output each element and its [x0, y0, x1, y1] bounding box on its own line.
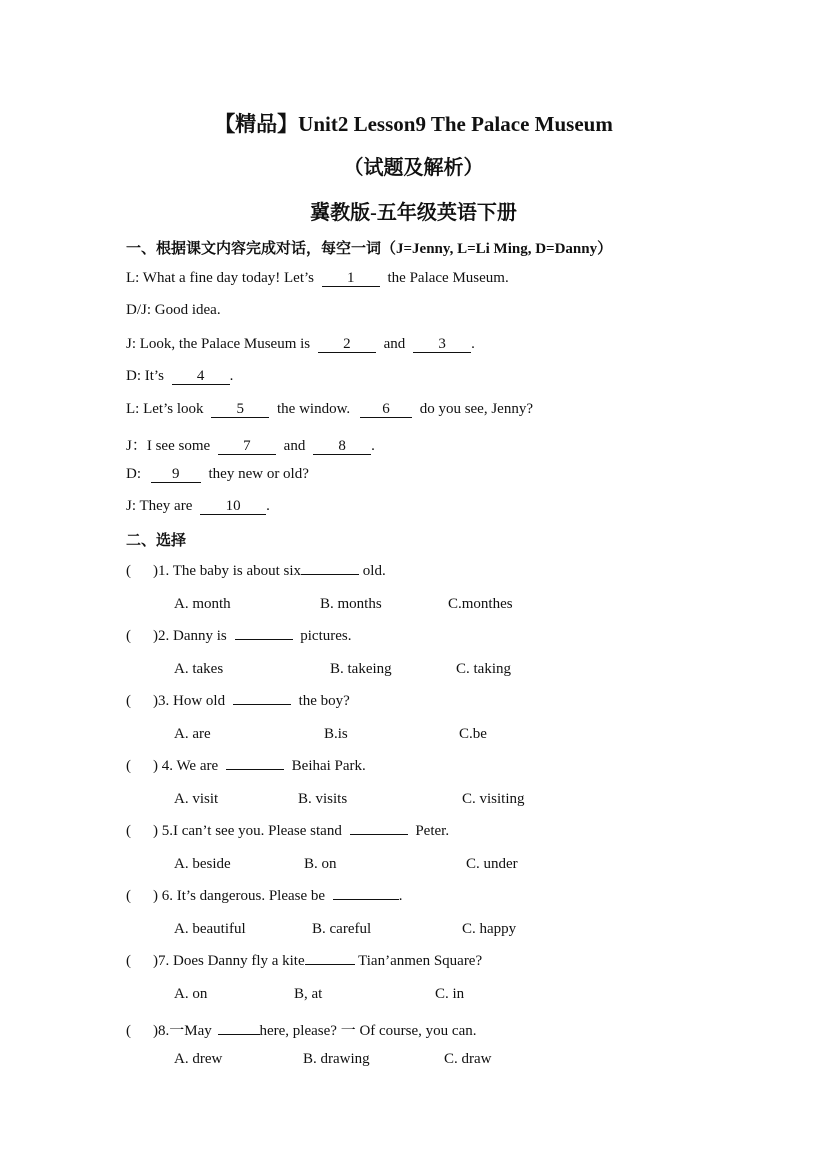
option-b[interactable]: B. takeing — [330, 661, 392, 677]
answer-blank[interactable] — [235, 639, 293, 640]
document-title: 【精品】Unit2 Lesson9 The Palace Museum — [214, 112, 613, 136]
option-a[interactable]: A. takes — [174, 661, 224, 677]
answer-blank[interactable] — [350, 834, 408, 835]
option-c[interactable]: C.monthes — [448, 596, 513, 612]
answer-blank[interactable]: 4 — [172, 368, 230, 385]
option-a[interactable]: A. on — [174, 986, 208, 1002]
question-line: ( )8.一May here, please? 一 Of course, you can. — [126, 1023, 477, 1039]
dialogue-line: L: What a fine day today! Let’s 1 the Palace Museum. — [126, 270, 509, 286]
answer-blank[interactable]: 8 — [313, 438, 371, 455]
answer-blank[interactable]: 2 — [318, 336, 376, 353]
dialogue-line: D/J: Good idea. — [126, 302, 221, 318]
document-subtitle: （试题及解析） — [343, 157, 484, 179]
question-line: ( )2. Danny is pictures. — [126, 628, 352, 644]
option-c[interactable]: C. happy — [462, 921, 517, 937]
option-b[interactable]: B. drawing — [303, 1051, 370, 1067]
dialogue-line: D: It’s 4 . — [126, 368, 234, 384]
option-a[interactable]: A. beside — [174, 856, 231, 872]
answer-blank[interactable]: 9 — [151, 466, 201, 483]
option-b[interactable]: B. months — [320, 596, 382, 612]
publisher-line: 冀教版-五年级英语下册 — [310, 202, 517, 224]
option-b[interactable]: B. visits — [298, 791, 348, 807]
option-b[interactable]: B, at — [294, 986, 323, 1002]
answer-blank[interactable]: 6 — [360, 401, 412, 418]
answer-blank[interactable]: 10 — [200, 498, 266, 515]
option-c[interactable]: C.be — [459, 726, 487, 742]
question-line: ( ) 5.I can’t see you. Please stand Peter. — [126, 823, 450, 839]
answer-blank[interactable]: 3 — [413, 336, 471, 353]
option-b[interactable]: B. careful — [312, 921, 372, 937]
answer-blank[interactable] — [226, 769, 284, 770]
dialogue-line: J: They are 10 . — [126, 498, 270, 514]
question-line: ( )3. How old the boy? — [126, 693, 350, 709]
option-c[interactable]: C. taking — [456, 661, 511, 677]
dialogue-line: J：I see some 7 and 8 . — [126, 438, 375, 454]
question-line: ( )7. Does Danny fly a kite Tian’anmen Square? — [126, 953, 483, 969]
option-a[interactable]: A. drew — [174, 1051, 223, 1067]
question-line: ( )1. The baby is about six old. — [126, 563, 386, 579]
answer-blank[interactable] — [218, 1034, 260, 1035]
option-c[interactable]: C. under — [466, 856, 518, 872]
section1-heading: 一、根据课文内容完成对话，每空一词（J=Jenny, L=Li Ming, D=Danny） — [126, 241, 613, 257]
option-a[interactable]: A. month — [174, 596, 231, 612]
option-a[interactable]: A. are — [174, 726, 211, 742]
option-c[interactable]: C. in — [435, 986, 465, 1002]
option-a[interactable]: A. visit — [174, 791, 219, 807]
option-c[interactable]: C. visiting — [462, 791, 525, 807]
option-a[interactable]: A. beautiful — [174, 921, 246, 937]
question-line: ( ) 4. We are Beihai Park. — [126, 758, 366, 774]
option-b[interactable]: B. on — [304, 856, 337, 872]
dialogue-line: D: 9 they new or old? — [126, 466, 309, 482]
answer-blank[interactable] — [305, 964, 355, 965]
answer-blank[interactable]: 7 — [218, 438, 276, 455]
question-line: ( ) 6. It’s dangerous. Please be . — [126, 888, 403, 904]
answer-blank[interactable] — [333, 899, 399, 900]
dialogue-line: J: Look, the Palace Museum is 2 and 3 . — [126, 336, 475, 352]
answer-blank[interactable] — [301, 574, 359, 575]
section2-heading: 二、选择 — [126, 533, 187, 549]
answer-blank[interactable]: 5 — [211, 401, 269, 418]
answer-blank[interactable]: 1 — [322, 270, 380, 287]
answer-blank[interactable] — [233, 704, 291, 705]
option-b[interactable]: B.is — [324, 726, 348, 742]
option-c[interactable]: C. draw — [444, 1051, 492, 1067]
dialogue-line: L: Let’s look 5 the window. 6 do you see, Jenny? — [126, 401, 533, 417]
